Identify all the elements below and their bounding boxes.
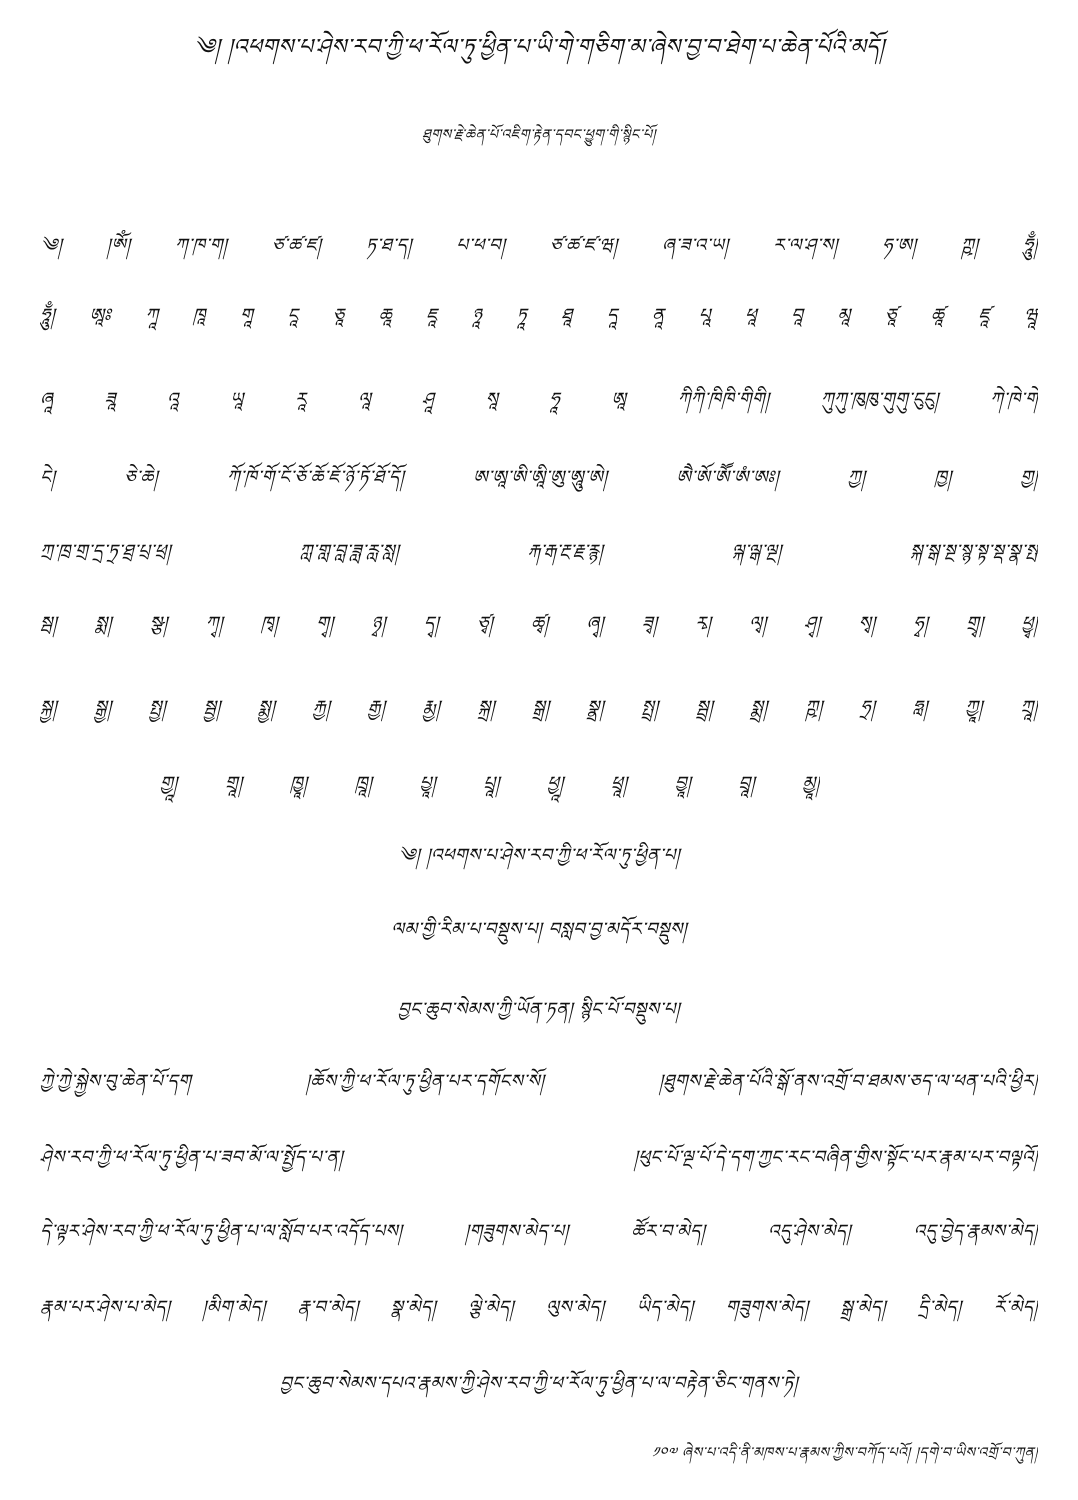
body-line-2: ཧཱུྃ། ཨཱཿ ཀཱ ཁཱ གཱ ངཱ ཅཱ ཆཱ ཇཱ ཉཱ ཏཱ ཐཱ དཱ ནཱ པཱ ཕཱ བཱ མཱ ཙཱ ཚཱ ཛཱ ཝཱ (40, 305, 1038, 326)
paragraph-line-5: བྱང་ཆུབ་སེམས་དཔའ་རྣམས་ཀྱི་ཤེས་རབ་ཀྱི་ཕ་རོལ་ཏུ་ཕྱིན་པ་ལ་བརྟེན་ཅིང་གནས་ཏེ། (280, 1373, 798, 1394)
body-line-7: སྐྱ། སྒྱ། སྤྱ། སྦྱ། སྨྱ། རྐྱ། རྒྱ། རྨྱ། སྐྲ། སྒྲ། སྣྲ། སྤྲ། སྦྲ། སྨྲ། ཀྵ། ཧྲ། ཧླ། ཀྱཱ། ཀྲཱ། (40, 697, 1038, 718)
verse-line-1: ལམ་གྱི་རིམ་པ་བསྡུས་པ། བསླབ་བྱ་མདོར་བསྡུས། (390, 919, 688, 940)
colophon: ༡༠༧ ཞེས་པ་འདི་ནི་མཁས་པ་རྣམས་ཀྱིས་བཀོད་པའོ། །དགེ་བ་ཡིས་འགྲོ་བ་ཀུན། (652, 1445, 1038, 1461)
verse-line-2: བྱང་ཆུབ་སེམས་ཀྱི་ཡོན་ཏན། སྙིང་པོ་བསྡུས་པ། (397, 999, 681, 1020)
section-heading: ༄། །འཕགས་པ་ཤེས་རབ་ཀྱི་ཕ་རོལ་ཏུ་ཕྱིན་པ། (397, 845, 681, 866)
paragraph-line-2: ཤེས་རབ་ཀྱི་ཕ་རོལ་ཏུ་ཕྱིན་པ་ཟབ་མོ་ལ་སྤྱོད་པ་ན། །ཕུང་པོ་ལྔ་པོ་དེ་དག་ཀྱང་རང་བཞིན་གྱིས་སྟོང་པར་རྣམ་པར་བལྟའོ། (40, 1147, 1038, 1168)
body-line-3: ཞཱ ཟཱ འཱ ཡཱ རཱ ལཱ ཤཱ སཱ ཧཱ ཨཱ ཀིཀི་ཁིཁི་གིགི། ཀུཀུ་ཁུཁུ་གུགུ་ངུངུ། ཀེ་ཁེ་གེ (40, 389, 1038, 410)
body-line-5: ཀྲ་ཁྲ་གྲ་དྲ་ཏྲ་ཐྲ་པྲ་ཕྲ། ཀླ་གླ་བླ་ཟླ་རླ་སླ། རྐ་རྒ་རྔ་རྗ་རྙ། ལྐ་ལྒ་ལྔ། སྐ་སྒ་སྔ་སྙ་སྟ་སྡ་སྣ་སྤ (40, 541, 1038, 562)
document-subtitle: ཐུགས་རྗེ་ཆེན་པོ་འཇིག་རྟེན་དབང་ཕྱུག་གི་སྙིང་པོ། (422, 127, 656, 143)
paragraph-line-1: ཀྱེ་ཀྱེ་སྐྱེས་བུ་ཆེན་པོ་དག །ཆོས་ཀྱི་ཕ་རོལ་ཏུ་ཕྱིན་པར་དགོངས་སོ། །ཐུགས་རྗེ་ཆེན་པོའི་སྒོ་ནས་འགྲོ་བ་ཐམས་ཅད་ལ་ཕན་པའི་ཕྱིར། (40, 1071, 1038, 1092)
body-line-4: ངེ། ཅེ་ཆེ། ཀོ་ཁོ་གོ་ངོ་ཅོ་ཆོ་ཇོ་ཉོ་ཏོ་ཐོ་དོ། ཨ་ཨཱ་ཨི་ཨཱི་ཨུ་ཨཱུ་ཨེ། ཨཻ་ཨོ་ཨཽ་ཨཾ་ཨཿ། ཀྱ། ཁྱ། གྱ། (40, 467, 1038, 488)
paragraph-line-3: དེ་ལྟར་ཤེས་རབ་ཀྱི་ཕ་རོལ་ཏུ་ཕྱིན་པ་ལ་སློབ་པར་འདོད་པས། །གཟུགས་མེད་པ། ཚོར་བ་མེད། འདུ་ཤེས་མེད། འདུ་བྱེད་རྣམས་མེད། (40, 1221, 1038, 1242)
body-line-6: སྦ། སྨ། སྩ། ཀྭ། ཁྭ། གྭ། ཉྭ། དྭ། ཙྭ། ཚྭ། ཞྭ། ཟྭ། རྭ། ལྭ། ཤྭ། སྭ། ཧྭ། གྲྭ། ཕྱྭ། (40, 613, 1038, 634)
paragraph-line-4: རྣམ་པར་ཤེས་པ་མེད། །མིག་མེད། རྣ་བ་མེད། སྣ་མེད། ལྕེ་མེད། ལུས་མེད། ཡིད་མེད། གཟུགས་མེད། སྒྲ་མེད། དྲི་མེད། རོ་མེད། (40, 1297, 1038, 1318)
document-title: ༄། །འཕགས་པ་ཤེས་རབ་ཀྱི་ཕ་རོལ་ཏུ་ཕྱིན་པ་ཡི་གེ་གཅིག་མ་ཞེས་བྱ་བ་ཐེག་པ་ཆེན་པོའི་མདོ། (193, 35, 885, 60)
body-line-8: གྱཱ། གྲཱ། ཁྱཱ། ཁྲཱ། པྱཱ། པྲཱ། ཕྱཱ། ཕྲཱ། བྱཱ། བྲཱ། མྱཱ། (160, 773, 820, 794)
body-line-1: ༄། །ཨོཾ། ཀ་ཁ་ག། ཙ་ཚ་ཛ། ཏ་ཐ་ད། པ་ཕ་བ། ཙ་ཚ་ཛ་ཝ། ཞ་ཟ་འ་ཡ། ར་ལ་ཤ་ས། ཧ་ཨ། ཀྵ། ཧཱུྃ། (40, 235, 1038, 256)
